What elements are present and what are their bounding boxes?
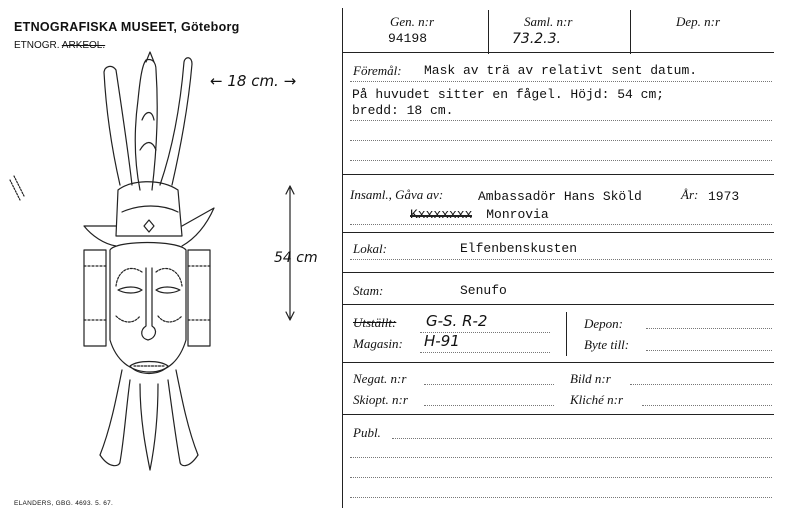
lokal-value: Elfenbenskusten [460, 241, 578, 256]
dotline [424, 384, 554, 385]
publ-label: Publ. [353, 425, 381, 440]
rule [342, 304, 774, 305]
dotline [420, 332, 550, 333]
dotline [350, 497, 772, 498]
insaml-struck: Kxxxxxxx [410, 207, 473, 222]
saml-label: Saml. n:r [524, 14, 573, 29]
insaml-value: Ambassadör Hans Sköld [478, 189, 642, 204]
dotline [646, 350, 772, 351]
dotline [630, 384, 772, 385]
foremal-label: Föremål: [353, 63, 402, 78]
dotline [350, 160, 772, 161]
foremal-line-1: Mask av trä av relativt sent datum. [424, 63, 698, 78]
rule [342, 232, 774, 233]
negat-label: Negat. n:r [353, 371, 407, 386]
card-left-border [342, 8, 343, 508]
rule [342, 174, 774, 175]
dotline [646, 328, 772, 329]
foremal-line-3: bredd: 18 cm. [352, 103, 454, 118]
foremal-line-2: På huvudet sitter en fågel. Höjd: 54 cm; [352, 87, 665, 102]
dotline [350, 120, 772, 121]
dotline [350, 140, 772, 141]
divider-utst-depon [566, 312, 567, 356]
stam-value: Senufo [460, 283, 507, 298]
dotline [420, 352, 550, 353]
department-etnogr: ETNOGR. [14, 40, 60, 51]
dotline [392, 438, 772, 439]
dotline [424, 405, 554, 406]
insaml-line2 [410, 207, 549, 222]
dotline [350, 477, 772, 478]
lokal-label: Lokal: [353, 241, 387, 256]
insaml-place: Monrovia [486, 207, 549, 222]
magasin-label: Magasin: [353, 336, 403, 351]
ar-label: År: [681, 187, 699, 202]
gen-value: 94198 [388, 31, 428, 46]
saml-value: 73.2.3. [512, 31, 561, 47]
ar-value: 1973 [708, 189, 740, 204]
gen-label: Gen. n:r [390, 14, 435, 29]
dotline [350, 81, 772, 82]
rule-top [342, 52, 774, 53]
rule [342, 362, 774, 363]
dotline [350, 259, 772, 260]
sketch-height-note: 54 cm [274, 250, 318, 266]
stam-label: Stam: [353, 283, 384, 298]
utstallt-value: G-S. R-2 [426, 312, 488, 330]
rule [342, 414, 774, 415]
cliche-label: Kliché n:r [570, 392, 624, 407]
utstallt-label: Utställt: [353, 315, 397, 330]
insaml-label: Insaml., Gåva av: [350, 187, 444, 202]
byte-label: Byte till: [584, 337, 630, 352]
depon-label: Depon: [584, 316, 623, 331]
museum-name: ETNOGRAFISKA MUSEET, Göteborg [14, 20, 240, 34]
dotline [642, 405, 772, 406]
dotline [350, 224, 772, 225]
rule [342, 272, 774, 273]
magasin-value: H-91 [424, 332, 460, 350]
divider-saml-dep [630, 10, 631, 54]
dotline [350, 457, 772, 458]
divider-gen-saml [488, 10, 489, 54]
printer-footer: ELANDERS, GBG. 4693. 5. 67. [14, 500, 114, 507]
dep-label: Dep. n:r [676, 14, 721, 29]
department-arkeol-struck: ARKEOL. [61, 40, 106, 51]
sketch-width-note: ← 18 cm. → [210, 72, 297, 90]
skiopt-label: Skiopt. n:r [353, 392, 408, 407]
bild-label: Bild n:r [570, 371, 611, 386]
